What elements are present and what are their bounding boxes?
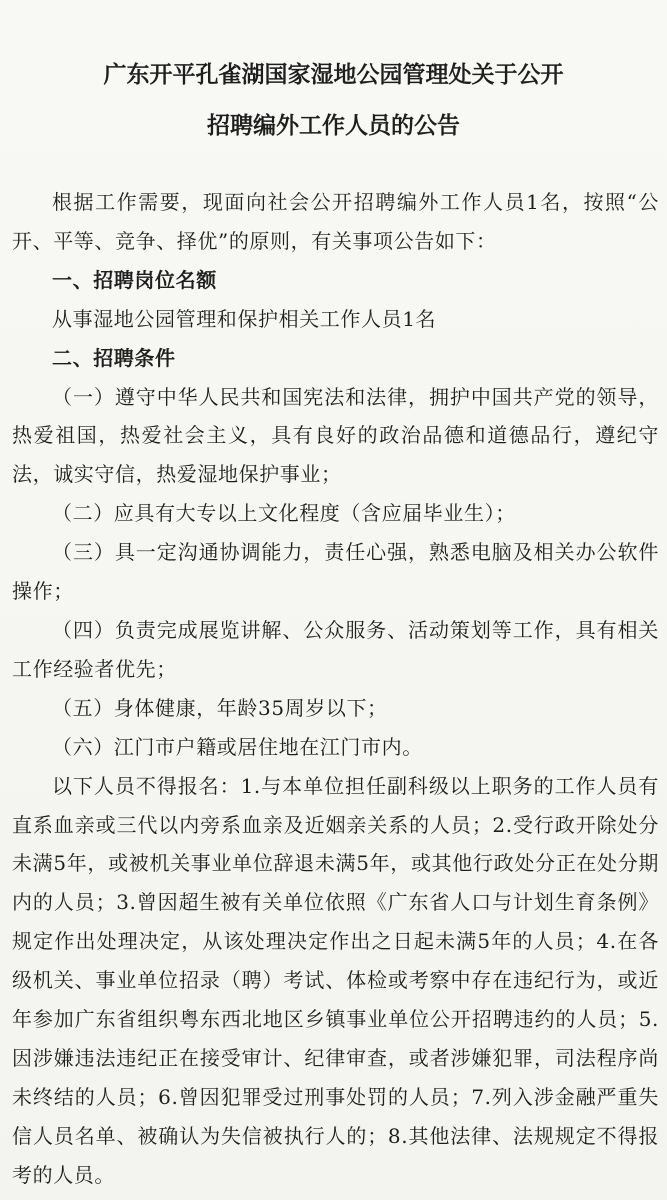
condition-item: （三）具一定沟通协调能力，责任心强，熟悉电脑及相关办公软件操作； — [12, 540, 659, 604]
document-body — [12, 183, 659, 1195]
section1-heading: 一、招聘岗位名额 — [52, 267, 217, 292]
intro-paragraph: 根据工作需要，现面向社会公开招聘编外工作人员1名，按照“公开、平等、竞争、择优”的原则，有关事项公告如下： — [12, 190, 659, 253]
section2-heading: 二、招聘条件 — [52, 345, 176, 370]
condition-item: （四）负责完成展览讲解、公众服务、活动策划等工作，具有相关工作经验者优先； — [12, 617, 659, 681]
condition-item: （六）江门市户籍或居住地在江门市内。 — [52, 734, 423, 759]
title-line-1: 广东开平孔雀湖国家湿地公园管理处关于公开 — [103, 61, 564, 88]
section1-text: 从事湿地公园管理和保护相关工作人员1名 — [52, 306, 437, 331]
condition-item: （一）遵守中华人民共和国宪法和法律，拥护中国共产党的领导，热爱祖国，热爱社会主义，具有良好的政治品德和道德品行，遵纪守法，诚实守信，热爱湿地保护事业； — [12, 384, 659, 487]
condition-item: （五）身体健康，年龄35周岁以下； — [52, 695, 388, 720]
exclusions-paragraph: 以下人员不得报名：1.与本单位担任副科级以上职务的工作人员有直系血亲或三代以内旁系血亲及近姻亲关系的人员；2.受行政开除处分未满5年，或被机关事业单位辞退未满5年，或其他行政处分正在处分期内的人员；3.曾因超生被有关单位依照《广东省人口与计划生育条例》规定作出处理决定，从该处理决定作出之日起未满5年的人员；4.在各级机关、事业单位招录（聘）考试、体检或考察中存在违纪行为，或近年参加广东省组织粤东西北地区乡镇事业单位公开招聘违约的人员；5.因涉嫌违法违纪正在接受审计、纪律审查，或者涉嫌犯罪，司法程序尚未终结的人员；6.曾因犯罪受过刑事处罚的人员；7.列入涉金融严重失信人员名单、被确认为失信被执行人的；8.其他法律、法规规定不得报考的人员。 — [12, 773, 660, 1187]
condition-item: （二）应具有大专以上文化程度（含应届毕业生）； — [52, 501, 516, 526]
title-line-2: 招聘编外工作人员的公告 — [207, 112, 460, 139]
